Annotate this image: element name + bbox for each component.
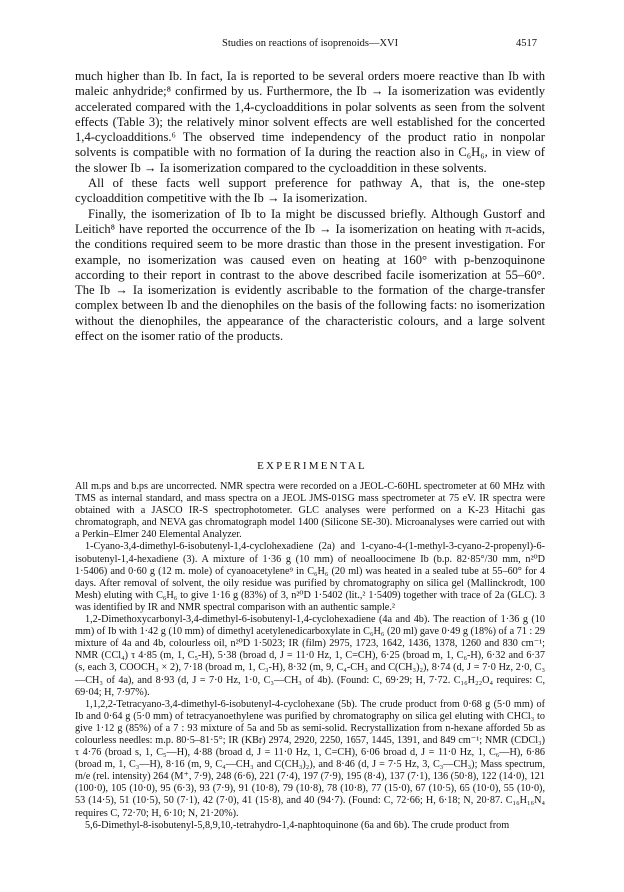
experimental-text — [75, 481, 545, 832]
running-title: Studies on reactions of isoprenoids—XVI — [222, 38, 399, 49]
discussion-text — [75, 69, 545, 344]
running-header — [0, 37, 624, 51]
body-paragraph: Finally, the isomerization of Ib to Ia might be discussed briefly. Although Gustorf and Leitich⁸ have reported the occurrence of the Ib → Ia isomerization on heating with π-acids, the conditions required seem to be more drastic than those in the present investigation. For example, no isomerization was caused even on heating at 160° with p-benzoquinone according to their report in contrast to the above described facile isomerization at 55–60°. The Ib → Ia isomerization is evidently ascribable to the formation of the charge-transfer complex between Ib and the dienophiles on the basis of the following facts: no isomerization without the dienophiles, the appearance of the characteristic colours, and a large solvent effect on the isomer ratio of the products. — [75, 206, 545, 344]
experimental-paragraph: 5,6-Dimethyl-8-isobutenyl-5,8,9,10,-tetrahydro-1,4-naphtoquinone (6a and 6b). The crude product from — [85, 819, 510, 831]
page-number: 4517 — [516, 38, 537, 49]
experimental-paragraph: 1-Cyano-3,4-dimethyl-6-isobutenyl-1,4-cyclohexadiene (2a) and 1-cyano-4-(1-methyl-3-cyano-2-propenyl)-6-isobutenyl-1,4-hexadiene (3). A mixture of 1·36 g (10 mm) of neoalloocimene Ib (b.p. 82·85°/30 mm, n²⁰D 1·5406) and 0·60 g (12 m. mole) of cyanoacetylene⁹ in C₆H₆ (20 ml) was heated in a sealed tube at 55–60° for 4 days. After removal of solvent, the oily residue was purified by chromatography on silica gel (Mallinckrodt, 100 Mesh) eluting with C₆H₆ to give 1·16 g (83%) of 3, n²⁰D 1·5402 (lit.,² 1·5409) together with trace of 2a (GLC). 3 was identified by IR and NMR spectral comparison with an authentic sample.² — [75, 541, 545, 613]
body-paragraph: much higher than Ib. In fact, Ia is reported to be several orders moere reactive than Ib with maleic anhydride;⁸ confirmed by us. Furthermore, the Ib → Ia isomerization was evidently accelerated compared with the 1,4-cycloadditions in polar solvents as seen from the solvent effects (Table 3); the relatively minor solvent effects are well established for the concerted 1,4-cycloadditions.⁶ The observed time independency of the product ratio in nonpolar solvents is compatible with no formation of Ia during the reaction also in C₆H₆, in view of the slower Ib → Ia isomerization compared to the cycloaddition in these solvents. — [75, 69, 545, 175]
experimental-paragraph: 1,2-Dimethoxycarbonyl-3,4-dimethyl-6-isobutenyl-1,4-cyclohexadiene (4a and 4b). The reaction of 1·36 g (10 mm) of Ib with 1·42 g (10 mm) of dimethyl acetylenedicarboxylate in C₆H₆ (20 ml) gave 0·49 g (18%) of a 71 : 29 mixture of 4a and 4b, colourless oil, n²⁰D 1·5023; IR (film) 2975, 1723, 1642, 1436, 1378, 1260 and 830 cm⁻¹; NMR (CCl₄) τ 4·85 (m, 1, C₅-H), 5·38 (broad d, J = 11·0 Hz, 1, C=CH), 6·25 (broad m, 1, C₆-H), 6·32 and 6·37 (s, each 3, COOCH₃ × 2), 7·18 (broad m, 1, C₃-H), 8·32 (m, 9, C₄-CH₃ and C(CH₃)₂), 8·74 (d, J = 7·0 Hz, 2·0, C₃—CH₃ of 4a), and 8·93 (d, J = 7·0 Hz, 1·0, C₃—CH₃ of 4b). (Found: C, 69·29; H, 7·72. C₁₆H₂₂O₄ requires: C, 69·04; H, 7·97%). — [75, 614, 545, 698]
body-paragraph: All of these facts well support preference for pathway A, that is, the one-step cycloaddition competitive with the Ib → Ia isomerization. — [75, 176, 545, 206]
experimental-paragraph: 1,1,2,2-Tetracyano-3,4-dimethyl-6-isobutenyl-4-cyclohexane (5b). The crude product from 0·68 g (5·0 mm) of Ib and 0·64 g (5·0 mm) of tetracyanoethylene was purified by chromatography on silica gel eluting with CHCl₃ to give 1·12 g (85%) of a 7 : 93 mixture of 5a and 5b as semi-solid. Recrystallization from n-hexane afforded 5b as colourless needles: m.p. 80·5–81·5°; IR (KBr) 2974, 2920, 2250, 1657, 1445, 1391, and 849 cm⁻¹; NMR (CDCl₃) τ 4·76 (broad s, 1, C₅—H), 4·88 (broad d, J = 11·0 Hz, 1, C=CH), 6·06 broad d, J = 11·0 Hz, 1, C₆—H), 6·86 (broad m, 1, C₃—H), 8·16 (m, 9, C₄—CH₃ and C(CH₃)₂), and 8·46 (d, J = 7·5 Hz, 3, C₃—CH₃); Mass spectrum, m/e (rel. intensity) 264 (M⁺, 7·9), 248 (6·6), 221 (7·4), 197 (7·9), 195 (8·4), 137 (7·1), 136 (50·8), 122 (14·0), 121 (100·0), 105 (10·0), 95 (6·3), 93 (7·9), 91 (10·8), 79 (10·8), 78 (10·8), 77 (15·0), 67 (10·5), 65 (10·0), 55 (10·0), 53 (14·5), 51 (10·5), 50 (7·1), 42 (7·0), 41 (15·8), and 40 (94·7). (Found: C, 72·66; H, 6·18; N, 20·87. C₁₆H₁₆N₄ requires C, 72·70; H, 6·10; N, 21·20%). — [75, 698, 545, 819]
section-heading-experimental: EXPERIMENTAL — [257, 460, 367, 472]
experimental-paragraph: All m.ps and b.ps are uncorrected. NMR spectra were recorded on a JEOL-C-60HL spectrometer at 60 MHz with TMS as internal standard, and mass spectra on a JEOL JMS-01SG mass spectrometer at 75 eV. IR spectra were obtained with a JASCO IR-S spectrophotometer. GLC analyses were performed on a K-23 Hitachi gas chromatograph, and NEVA gas chromatograph model 1400 (Silicone SE-30). Microanalyses were carried out with a Perkin–Elmer 240 Elemental Analyzer. — [75, 481, 545, 541]
